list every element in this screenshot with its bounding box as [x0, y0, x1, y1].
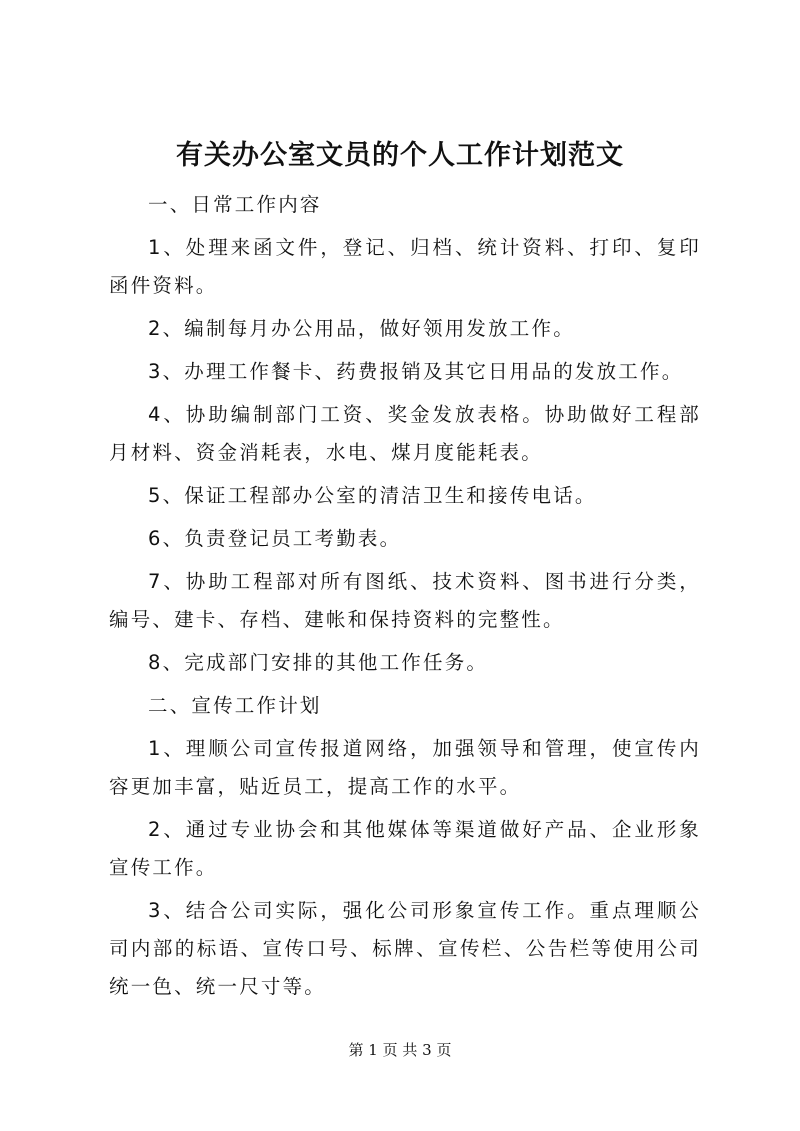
- document-title: 有关办公室文员的个人工作计划范文: [176, 140, 624, 171]
- body-paragraph: 2、通过专业协会和其他媒体等渠道做好产品、企业形象宣传工作。: [109, 818, 701, 879]
- body-paragraph: 6、负责登记员工考勤表。: [148, 527, 402, 550]
- body-paragraph: 4、协助编制部门工资、奖金发放表格。协助做好工程部月材料、资金消耗表，水电、煤月度能耗表。: [109, 403, 701, 464]
- body-paragraph: 3、办理工作餐卡、药费报销及其它日用品的发放工作。: [148, 360, 684, 383]
- section-heading: 二、宣传工作计划: [148, 694, 322, 717]
- body-paragraph: 3、结合公司实际，强化公司形象宣传工作。重点理顺公司内部的标语、宣传口号、标牌、宣传栏、公告栏等使用公司统一色、统一尺寸等。: [109, 899, 701, 998]
- body-paragraph: 1、理顺公司宣传报道网络，加强领导和管理，使宣传内容更加丰富，贴近员工，提高工作的水平。: [109, 737, 701, 798]
- body-paragraph: 5、保证工程部办公室的清洁卫生和接传电话。: [148, 484, 597, 507]
- body-paragraph: 8、完成部门安排的其他工作任务。: [148, 651, 489, 674]
- body-paragraph: 7、协助工程部对所有图纸、技术资料、图书进行分类，编号、建卡、存档、建帐和保持资料的完整性。: [109, 570, 701, 631]
- document-body: [109, 186, 701, 1011]
- section-heading: 一、日常工作内容: [148, 193, 322, 216]
- page-footer: 第 1 页 共 3 页: [348, 1041, 452, 1059]
- body-paragraph: 1、处理来函文件，登记、归档、统计资料、打印、复印函件资料。: [109, 236, 701, 297]
- body-paragraph: 2、编制每月办公用品，做好领用发放工作。: [148, 317, 575, 340]
